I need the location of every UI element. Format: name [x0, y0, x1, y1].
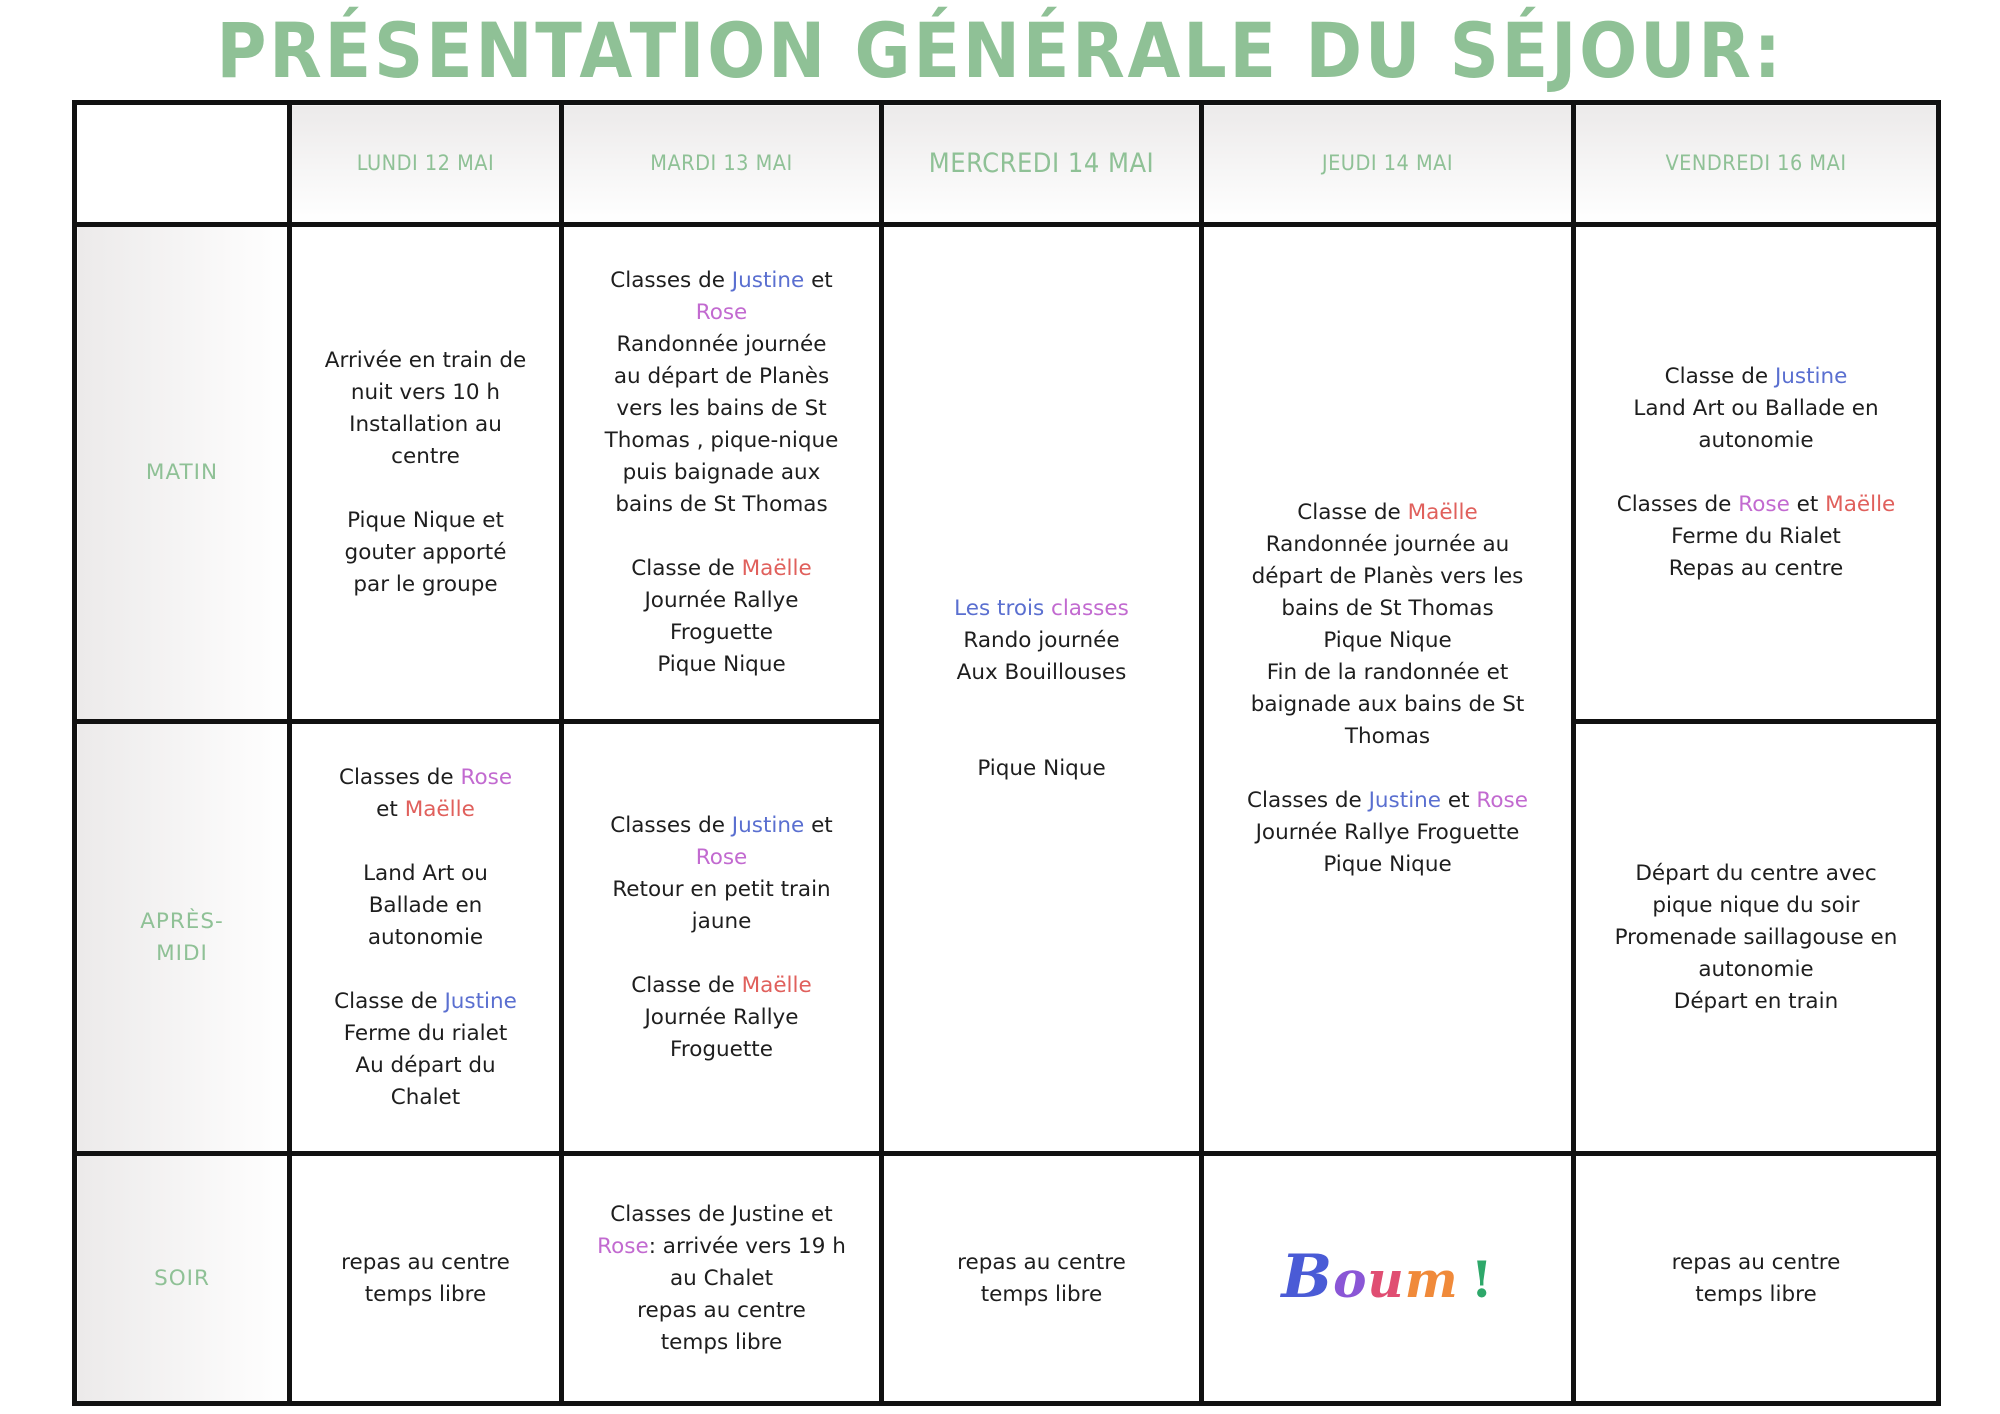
- class-rose: Rose: [597, 1233, 649, 1259]
- cell-line: Froguette: [670, 620, 773, 645]
- class-line: Classes de Justine et: [610, 268, 833, 293]
- cell-line: autonomie: [367, 924, 484, 950]
- cell-line: Au départ du: [355, 1052, 496, 1078]
- class-line: Classe de Maëlle: [631, 556, 812, 581]
- cell-lundi-soir: [290, 1154, 562, 1404]
- class-line: Classes de Justine et: [610, 812, 833, 838]
- cell-lundi-apres-midi: [290, 722, 562, 1154]
- class-maelle: Maëlle: [1407, 500, 1478, 525]
- class-line: Classe de Justine: [334, 988, 517, 1014]
- cell-line: bains de St Thomas: [1281, 596, 1494, 621]
- boum-word: Boum: [1281, 1242, 1459, 1312]
- period-apres-midi: [75, 722, 290, 1154]
- schedule-table: [72, 100, 1941, 1406]
- cell-line: vers les bains de St: [616, 396, 827, 421]
- cell-mercredi-journee: [882, 225, 1202, 1154]
- class-maelle: Maëlle: [404, 796, 475, 822]
- cell-line: centre: [391, 444, 460, 469]
- cell-line: au Chalet: [669, 1265, 774, 1291]
- cell-line: Froguette: [670, 1036, 773, 1062]
- class-justine: Justine: [1774, 364, 1848, 389]
- spacer: [898, 689, 1185, 721]
- cell-line: Ferme du rialet: [343, 1020, 508, 1046]
- cell-line: Chalet: [390, 1084, 461, 1110]
- cell-line: Ferme du Rialet: [1671, 524, 1841, 549]
- cell-line: Journée Rallye: [644, 1004, 799, 1030]
- class-rose: Rose: [695, 300, 748, 325]
- cell-line: au départ de Planès: [613, 364, 830, 389]
- class-all-label: Les trois: [954, 596, 1045, 621]
- class-line: Classe de Maëlle: [631, 972, 812, 998]
- class-line: Rose: arrivée vers 19 h: [597, 1233, 846, 1259]
- cell-line: repas au centre: [1671, 1249, 1841, 1275]
- spacer: [1218, 753, 1557, 785]
- spacer: [306, 473, 545, 505]
- cell-line: autonomie: [1698, 956, 1814, 982]
- period-label-line: MIDI: [156, 940, 208, 966]
- spacer: [578, 938, 865, 970]
- cell-line: bains de St Thomas: [615, 492, 828, 517]
- cell-mardi-soir: [562, 1154, 882, 1404]
- cell-line: pique nique du soir: [1652, 892, 1860, 918]
- day-header-mercredi: MERCREDI 14 MAI: [882, 103, 1202, 225]
- cell-line: temps libre: [980, 1281, 1103, 1307]
- cell-lundi-matin: [290, 225, 562, 722]
- cell-line: Retour en petit train: [612, 876, 831, 902]
- cell-line: Départ du centre avec: [1635, 860, 1877, 886]
- header-row: [75, 103, 1939, 225]
- cell-vendredi-soir: [1574, 1154, 1939, 1404]
- cell-line: Pique Nique et: [347, 508, 504, 533]
- class-all-label: classes: [1051, 596, 1129, 621]
- boum-logo: [1281, 1242, 1494, 1312]
- day-header-vendredi: VENDREDI 16 MAI: [1574, 103, 1939, 225]
- cell-mercredi-soir: [882, 1154, 1202, 1404]
- cell-mardi-matin: [562, 225, 882, 722]
- cell-line: Randonnée journée au: [1265, 532, 1510, 557]
- cell-line: Installation au: [349, 412, 502, 437]
- cell-line: Pique Nique: [657, 652, 786, 677]
- cell-line: jaune: [691, 908, 752, 934]
- cell-line: Départ en train: [1673, 988, 1839, 1014]
- cell-mardi-apres-midi: [562, 722, 882, 1154]
- day-header-mardi: MARDI 13 MAI: [562, 103, 882, 225]
- class-line: Classe de Justine: [1664, 364, 1848, 389]
- cell-line: Promenade saillagouse en: [1614, 924, 1898, 950]
- cell-line: Fin de la randonnée et: [1266, 660, 1509, 685]
- cell-line: Thomas: [1344, 724, 1431, 749]
- spacer: [306, 826, 545, 858]
- cell-line: repas au centre: [637, 1297, 806, 1323]
- period-matin: MATIN: [75, 225, 290, 722]
- class-rose: Rose: [1738, 492, 1790, 517]
- boum-exclamation: !: [1470, 1250, 1494, 1309]
- cell-line: par le groupe: [353, 572, 498, 597]
- cell-line: Pique Nique: [977, 756, 1106, 781]
- row-soir: [75, 1154, 1939, 1404]
- cell-jeudi-journee: [1202, 225, 1574, 1154]
- spacer: [578, 521, 865, 553]
- period-soir: SOIR: [75, 1154, 290, 1404]
- class-justine: Justine: [731, 268, 805, 293]
- class-maelle: Maëlle: [741, 556, 812, 581]
- cell-line: autonomie: [1698, 428, 1814, 453]
- row-matin: [75, 225, 1939, 722]
- cell-line: temps libre: [660, 1329, 783, 1355]
- cell-vendredi-matin: [1574, 225, 1939, 722]
- cell-line: Arrivée en train de: [324, 348, 527, 373]
- class-justine: Justine: [1368, 788, 1442, 813]
- cell-line: Land Art ou Ballade en: [1633, 396, 1879, 421]
- cell-line: temps libre: [364, 1281, 487, 1307]
- cell-line: nuit vers 10 h: [350, 380, 501, 405]
- day-header-jeudi: JEUDI 14 MAI: [1202, 103, 1574, 225]
- page-title: PRÉSENTATION GÉNÉRALE DU SÉJOUR:: [216, 6, 1784, 95]
- cell-jeudi-soir: [1202, 1154, 1574, 1404]
- class-line: Classes de Rose: [338, 764, 513, 790]
- cell-line: puis baignade aux: [622, 460, 821, 485]
- cell-line: Randonnée journée: [616, 332, 827, 357]
- cell-line: Pique Nique: [1323, 628, 1452, 653]
- cell-line: gouter apporté: [344, 540, 507, 565]
- cell-line: repas au centre: [957, 1249, 1126, 1275]
- spacer: [898, 721, 1185, 753]
- cell-line: repas au centre: [341, 1249, 510, 1275]
- cell-line: Thomas , pique-nique: [604, 428, 839, 453]
- cell-line: Pique Nique: [1323, 852, 1452, 877]
- class-maelle: Maëlle: [1825, 492, 1896, 517]
- class-justine: Justine: [731, 812, 805, 838]
- class-rose: Rose: [1476, 788, 1528, 813]
- spacer: [1590, 457, 1922, 489]
- cell-line: Classes de Justine et: [610, 1201, 833, 1227]
- period-label-line: APRÈS-: [140, 908, 224, 934]
- class-line: et Maëlle: [376, 796, 475, 822]
- cell-line: Ballade en: [368, 892, 483, 918]
- corner-cell: [75, 103, 290, 225]
- class-rose: Rose: [695, 844, 748, 870]
- spacer: [306, 954, 545, 986]
- cell-line: Land Art ou: [363, 860, 488, 886]
- class-maelle: Maëlle: [741, 972, 812, 998]
- cell-line: temps libre: [1695, 1281, 1817, 1307]
- cell-line: Rando journée: [963, 628, 1120, 653]
- class-justine: Justine: [444, 988, 517, 1014]
- class-line: Classe de Maëlle: [1297, 500, 1478, 525]
- cell-line: Journée Rallye Froguette: [1255, 820, 1520, 845]
- cell-line: Repas au centre: [1668, 556, 1844, 581]
- cell-line: Journée Rallye: [644, 588, 799, 613]
- cell-line: départ de Planès vers les: [1251, 564, 1524, 589]
- class-line: Classes de Rose et Maëlle: [1616, 492, 1896, 517]
- class-rose: Rose: [460, 764, 513, 790]
- class-line: [898, 593, 1185, 625]
- cell-line: Aux Bouillouses: [956, 660, 1127, 685]
- cell-vendredi-apres-midi: [1574, 722, 1939, 1154]
- cell-line: baignade aux bains de St: [1250, 692, 1525, 717]
- class-line: Classes de Justine et Rose: [1247, 788, 1528, 813]
- day-header-lundi: LUNDI 12 MAI: [290, 103, 562, 225]
